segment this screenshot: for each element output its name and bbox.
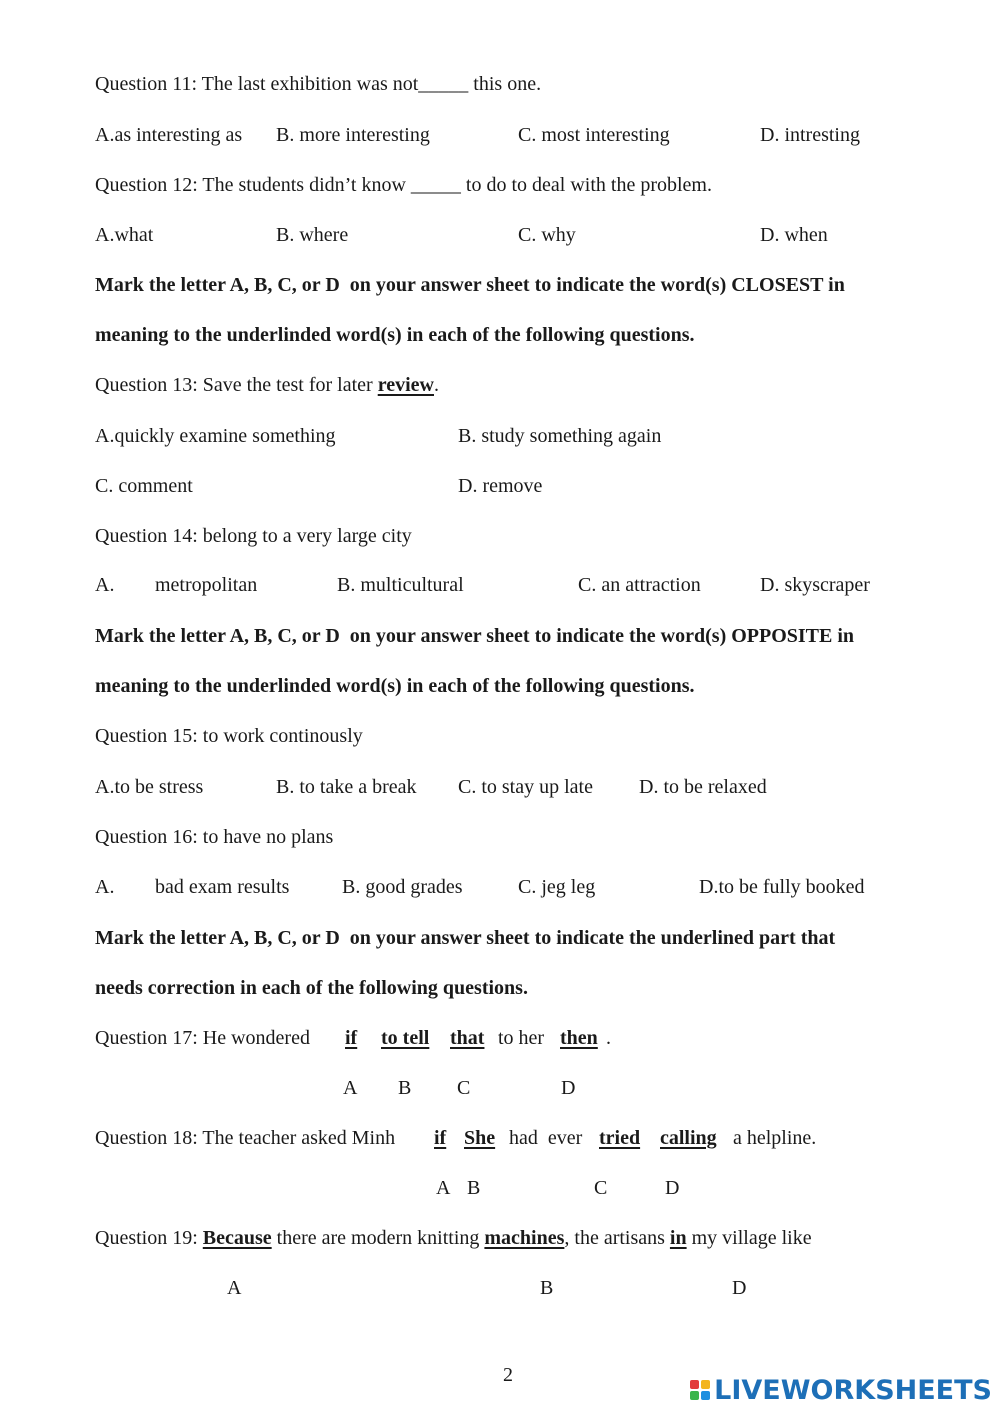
q15-option-b: B. to take a break: [276, 776, 417, 798]
q18-label-d: D: [665, 1177, 680, 1199]
q17-prefix: Question 17: He wondered: [95, 1027, 310, 1049]
q16-option-c: C. jeg leg: [518, 876, 596, 898]
q18-middle-text: had ever: [509, 1127, 583, 1149]
q17-label-b: B: [398, 1077, 412, 1099]
q17-end: .: [606, 1027, 611, 1049]
q11-option-d: D. intresting: [760, 124, 860, 146]
q17-part-c: that: [450, 1027, 485, 1049]
q13-option-b: B. study something again: [458, 425, 662, 447]
q12-option-c: C. why: [518, 224, 576, 246]
q19-label-a: A: [227, 1277, 242, 1299]
q17-part-b: to tell: [381, 1027, 430, 1049]
instruction-opposite-line-1: Mark the letter A, B, C, or D on your answer sheet to indicate the word(s) OPPOSITE in: [95, 625, 855, 647]
q15-option-a: A.to be stress: [95, 776, 204, 798]
logo-mark-icon: [690, 1380, 710, 1400]
q13-option-c: C. comment: [95, 475, 193, 497]
q19-label-d: D: [732, 1277, 747, 1299]
q14-option-b: B. multicultural: [337, 574, 464, 596]
q17-label-a: A: [343, 1077, 358, 1099]
q16-option-a: bad exam results: [155, 876, 290, 898]
q15-option-c: C. to stay up late: [458, 776, 593, 798]
q17-label-d: D: [561, 1077, 576, 1099]
q13-stem-end: .: [434, 374, 439, 396]
logo-square-red: [690, 1380, 699, 1389]
q11-option-b: B. more interesting: [276, 124, 430, 146]
q18-label-c: C: [594, 1177, 608, 1199]
q19-middle-text-1: there are modern knitting: [271, 1227, 485, 1249]
logo-text: LIVEWORKSHEETS: [714, 1374, 992, 1406]
instruction-opposite-line-2: meaning to the underlinded word(s) in each of the following questions.: [95, 675, 695, 697]
q19-part-b: machines: [484, 1227, 565, 1249]
q16-option-a-letter: A.: [95, 876, 115, 898]
q18-label-b: B: [467, 1177, 481, 1199]
q12-option-b: B. where: [276, 224, 349, 246]
q12-option-d: D. when: [760, 224, 828, 246]
logo-square-yellow: [701, 1380, 710, 1389]
q19-part-a: Because: [202, 1227, 272, 1249]
q18-part-b: She: [464, 1127, 496, 1149]
q17-label-c: C: [457, 1077, 471, 1099]
q18-part-a: if: [434, 1127, 447, 1149]
q13-option-d: D. remove: [458, 475, 543, 497]
question-16-stem: Question 16: to have no plans: [95, 826, 334, 848]
instruction-closest-line-1: Mark the letter A, B, C, or D on your answer sheet to indicate the word(s) CLOSEST in: [95, 274, 845, 296]
q17-middle-text: to her: [498, 1027, 545, 1049]
question-11-stem: Question 11: The last exhibition was not_____ this one.: [95, 73, 542, 95]
q13-underlined-word: review: [377, 374, 434, 396]
q19-prefix: Question 19:: [95, 1227, 203, 1249]
instruction-closest-line-2: meaning to the underlinded word(s) in each of the following questions.: [95, 324, 695, 346]
q18-end: a helpline.: [733, 1127, 817, 1149]
q19-end: my village like: [686, 1227, 812, 1249]
q17-part-a: if: [345, 1027, 358, 1049]
q15-option-d: D. to be relaxed: [639, 776, 767, 798]
q11-option-c: C. most interesting: [518, 124, 670, 146]
q14-option-c: C. an attraction: [578, 574, 701, 596]
q14-option-a-letter: A.: [95, 574, 115, 596]
liveworksheets-logo: [690, 1373, 992, 1407]
q13-stem-text: Question 13: Save the test for later: [95, 374, 378, 396]
instruction-correction-line-1: Mark the letter A, B, C, or D on your answer sheet to indicate the underlined part that: [95, 927, 836, 949]
question-14-stem: Question 14: belong to a very large city: [95, 525, 412, 547]
q19-part-d: in: [669, 1227, 687, 1249]
q14-option-d: D. skyscraper: [760, 574, 870, 596]
q14-option-a: metropolitan: [155, 574, 258, 596]
q18-label-a: A: [436, 1177, 451, 1199]
q18-part-d: calling: [660, 1127, 717, 1149]
q18-prefix: Question 18: The teacher asked Minh: [95, 1127, 396, 1149]
logo-square-green: [690, 1391, 699, 1400]
instruction-correction-line-2: needs correction in each of the following questions.: [95, 977, 528, 999]
question-19-stem: [95, 1226, 812, 1250]
q19-middle-text-2: , the artisans: [564, 1227, 670, 1249]
q19-label-b: B: [540, 1277, 554, 1299]
q11-option-a: A.as interesting as: [95, 124, 243, 146]
q12-option-a: A.what: [95, 224, 154, 246]
page-number: 2: [503, 1364, 513, 1386]
question-13-stem: [95, 373, 439, 397]
q16-option-d: D.to be fully booked: [699, 876, 865, 898]
q16-option-b: B. good grades: [342, 876, 463, 898]
question-12-stem: Question 12: The students didn’t know _____ to do to deal with the problem.: [95, 174, 712, 196]
q17-part-d: then: [560, 1027, 598, 1049]
q13-option-a: A.quickly examine something: [95, 425, 336, 447]
q18-part-c: tried: [599, 1127, 641, 1149]
logo-square-blue: [701, 1391, 710, 1400]
question-15-stem: Question 15: to work continously: [95, 725, 363, 747]
